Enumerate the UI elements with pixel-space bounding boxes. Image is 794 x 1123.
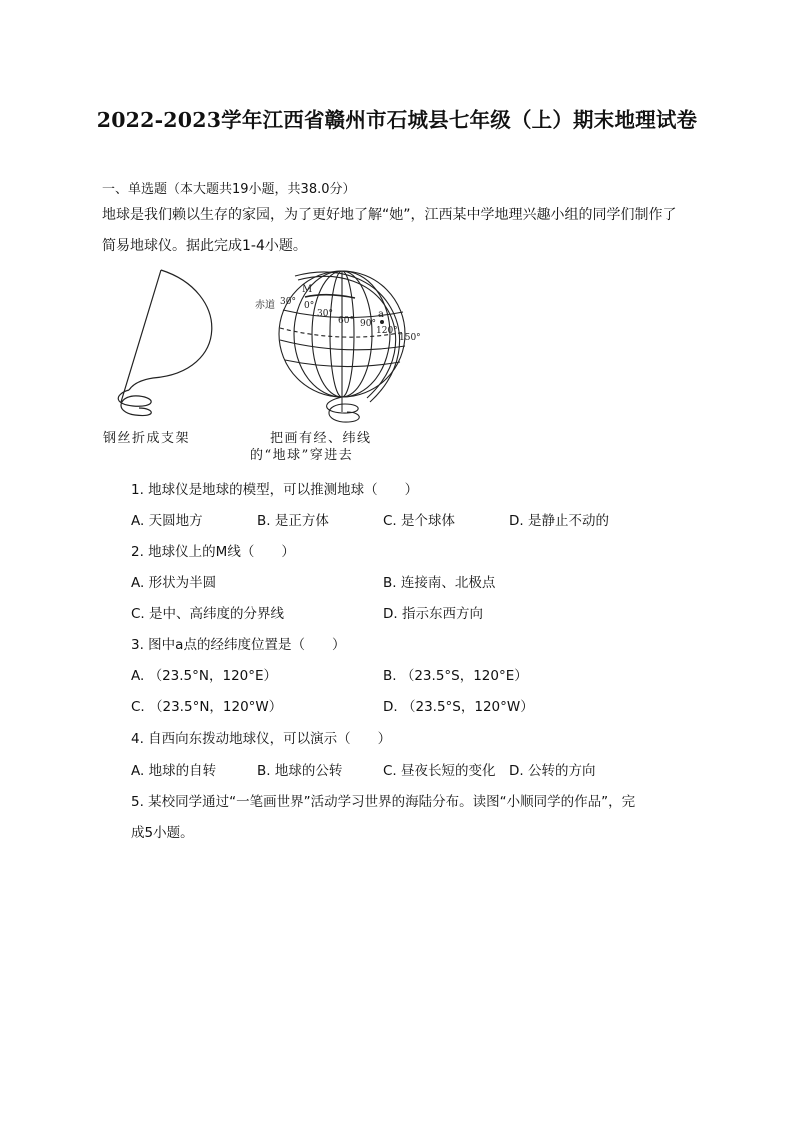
q2-option-a[interactable]: A. 形状为半圆 — [131, 575, 217, 591]
globe-figure — [95, 262, 435, 432]
q4-option-c[interactable]: C. 昼夜长短的变化 — [383, 763, 496, 779]
section-heading: 一、单选题（本大题共19小题，共38.0分） — [102, 182, 356, 197]
question-5-stem-line-2: 成5小题。 — [131, 825, 194, 841]
q1-option-d[interactable]: D. 是静止不动的 — [509, 513, 609, 529]
lon-label-0: 0° — [304, 301, 315, 311]
caption-right-line-1: 把画有经、纬线 — [270, 431, 372, 446]
lon-label-120e: 120° — [376, 326, 398, 336]
q4-option-b[interactable]: B. 地球的公转 — [257, 763, 343, 779]
q3-option-a[interactable]: A. （23.5°N，120°E） — [131, 668, 278, 684]
q2-option-b[interactable]: B. 连接南、北极点 — [383, 575, 496, 591]
q1-option-c[interactable]: C. 是个球体 — [383, 513, 456, 529]
a-label: a — [378, 309, 384, 320]
q4-option-d[interactable]: D. 公转的方向 — [509, 763, 596, 779]
question-2-stem: 2. 地球仪上的M线（ ） — [131, 544, 295, 560]
lon-label-60e: 60° — [338, 316, 354, 326]
lon-label-150e: 150° — [399, 333, 421, 343]
caption-left: 钢丝折成支架 — [103, 431, 191, 446]
q2-option-c[interactable]: C. 是中、高纬度的分界线 — [131, 606, 285, 622]
q1-option-b[interactable]: B. 是正方体 — [257, 513, 329, 529]
q1-option-a[interactable]: A. 天圆地方 — [131, 513, 203, 529]
question-5-stem-line-1: 5. 某校同学通过“一笔画世界”活动学习世界的海陆分布。读图“小顺同学的作品”，完 — [131, 794, 636, 810]
intro-line-2: 简易地球仪。据此完成1-4小题。 — [102, 238, 307, 254]
lon-label-30e: 30° — [317, 309, 333, 319]
question-4-stem: 4. 自西向东拨动地球仪，可以演示（ ） — [131, 731, 392, 747]
lon-label-30w: 30° — [280, 297, 296, 307]
intro-line-1: 地球是我们赖以生存的家园，为了更好地了解“她”，江西某中学地理兴趣小组的同学们制作了 — [102, 207, 677, 223]
q4-option-a[interactable]: A. 地球的自转 — [131, 763, 217, 779]
question-3-stem: 3. 图中a点的经纬度位置是（ ） — [131, 637, 346, 653]
q3-option-b[interactable]: B. （23.5°S，120°E） — [383, 668, 528, 684]
globe-illustration — [279, 271, 405, 422]
m-label: M — [302, 284, 313, 295]
q3-option-d[interactable]: D. （23.5°S，120°W） — [383, 699, 534, 715]
wire-stand-illustration — [118, 270, 212, 416]
page-title: 2022-2023学年江西省赣州市石城县七年级（上）期末地理试卷 — [96, 108, 698, 132]
caption-right-line-2: 的“地球”穿进去 — [250, 448, 354, 463]
q3-option-c[interactable]: C. （23.5°N，120°W） — [131, 699, 283, 715]
point-a-marker — [380, 320, 384, 324]
lon-label-90e: 90° — [360, 319, 376, 329]
question-1-stem: 1. 地球仪是地球的模型，可以推测地球（ ） — [131, 482, 419, 498]
equator-label: 赤道 — [255, 300, 275, 311]
q2-option-d[interactable]: D. 指示东西方向 — [383, 606, 483, 622]
